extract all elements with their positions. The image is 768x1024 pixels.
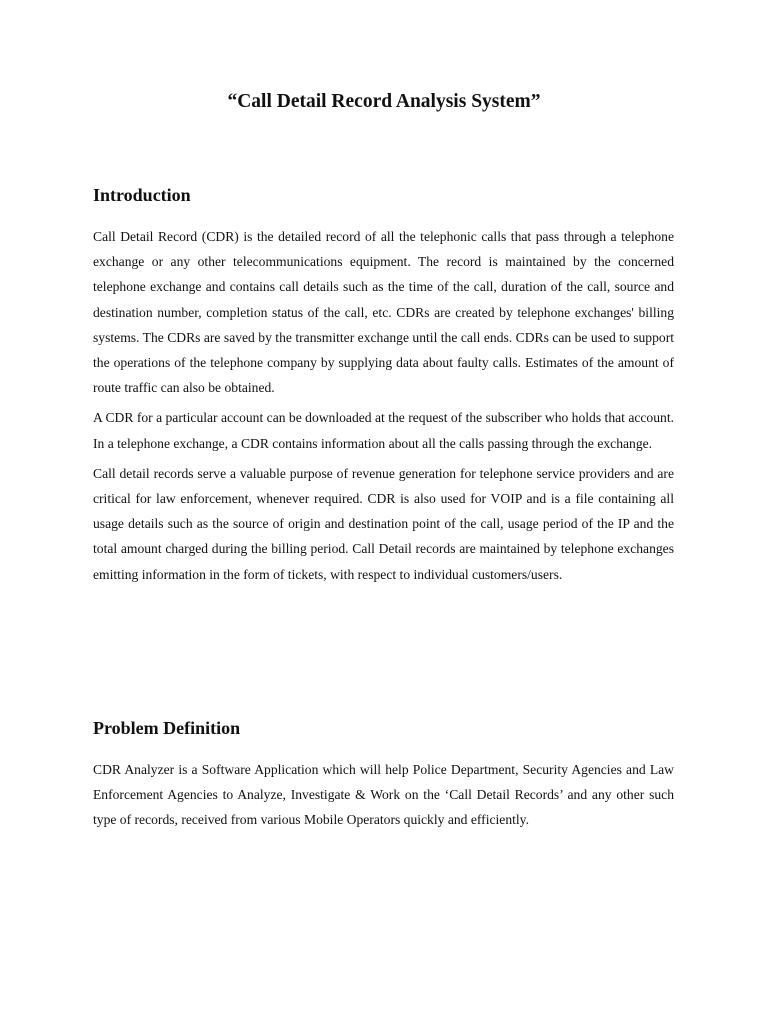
problem-definition-paragraph: CDR Analyzer is a Software Application which will help Police Department, Security Agencies and Law Enforcement Agencies to Analyze, Investigate & Work on the ‘Call Detail Records’ and any other such type of records, received from various Mobile Operators quickly and efficiently. — [93, 762, 674, 828]
introduction-section — [93, 183, 674, 592]
introduction-paragraph-3: Call detail records serve a valuable purpose of revenue generation for telephone service providers and are critical for law enforcement, whenever required. CDR is also used for VOIP and is a file containing all usage details such as the source of origin and destination point of the call, usage period of the IP and the total amount charged during the billing period. Call Detail records are maintained by telephone exchanges emitting information in the form of tickets, with respect to individual customers/users. — [93, 465, 674, 582]
section-heading-problem-definition: Problem Definition — [93, 718, 241, 738]
section-heading-introduction: Introduction — [93, 185, 191, 205]
problem-definition-section — [93, 716, 674, 833]
document-title: “Call Detail Record Analysis System” — [227, 91, 541, 112]
introduction-paragraph-2: A CDR for a particular account can be downloaded at the request of the subscriber who holds that account. In a telephone exchange, a CDR contains information about all the calls passing through the exchange. — [93, 410, 674, 451]
introduction-paragraph-1: Call Detail Record (CDR) is the detailed record of all the telephonic calls that pass through a telephone exchange or any other telecommunications equipment. The record is maintained by the concerned telephone exchange and contains call details such as the time of the call, duration of the call, source and destination number, completion status of the call, etc. CDRs are created by telephone exchanges' billing systems. The CDRs are saved by the transmitter exchange until the call ends. CDRs can be used to support the operations of the telephone company by supplying data about faulty calls. Estimates of the amount of route traffic can also be obtained. — [93, 229, 674, 396]
